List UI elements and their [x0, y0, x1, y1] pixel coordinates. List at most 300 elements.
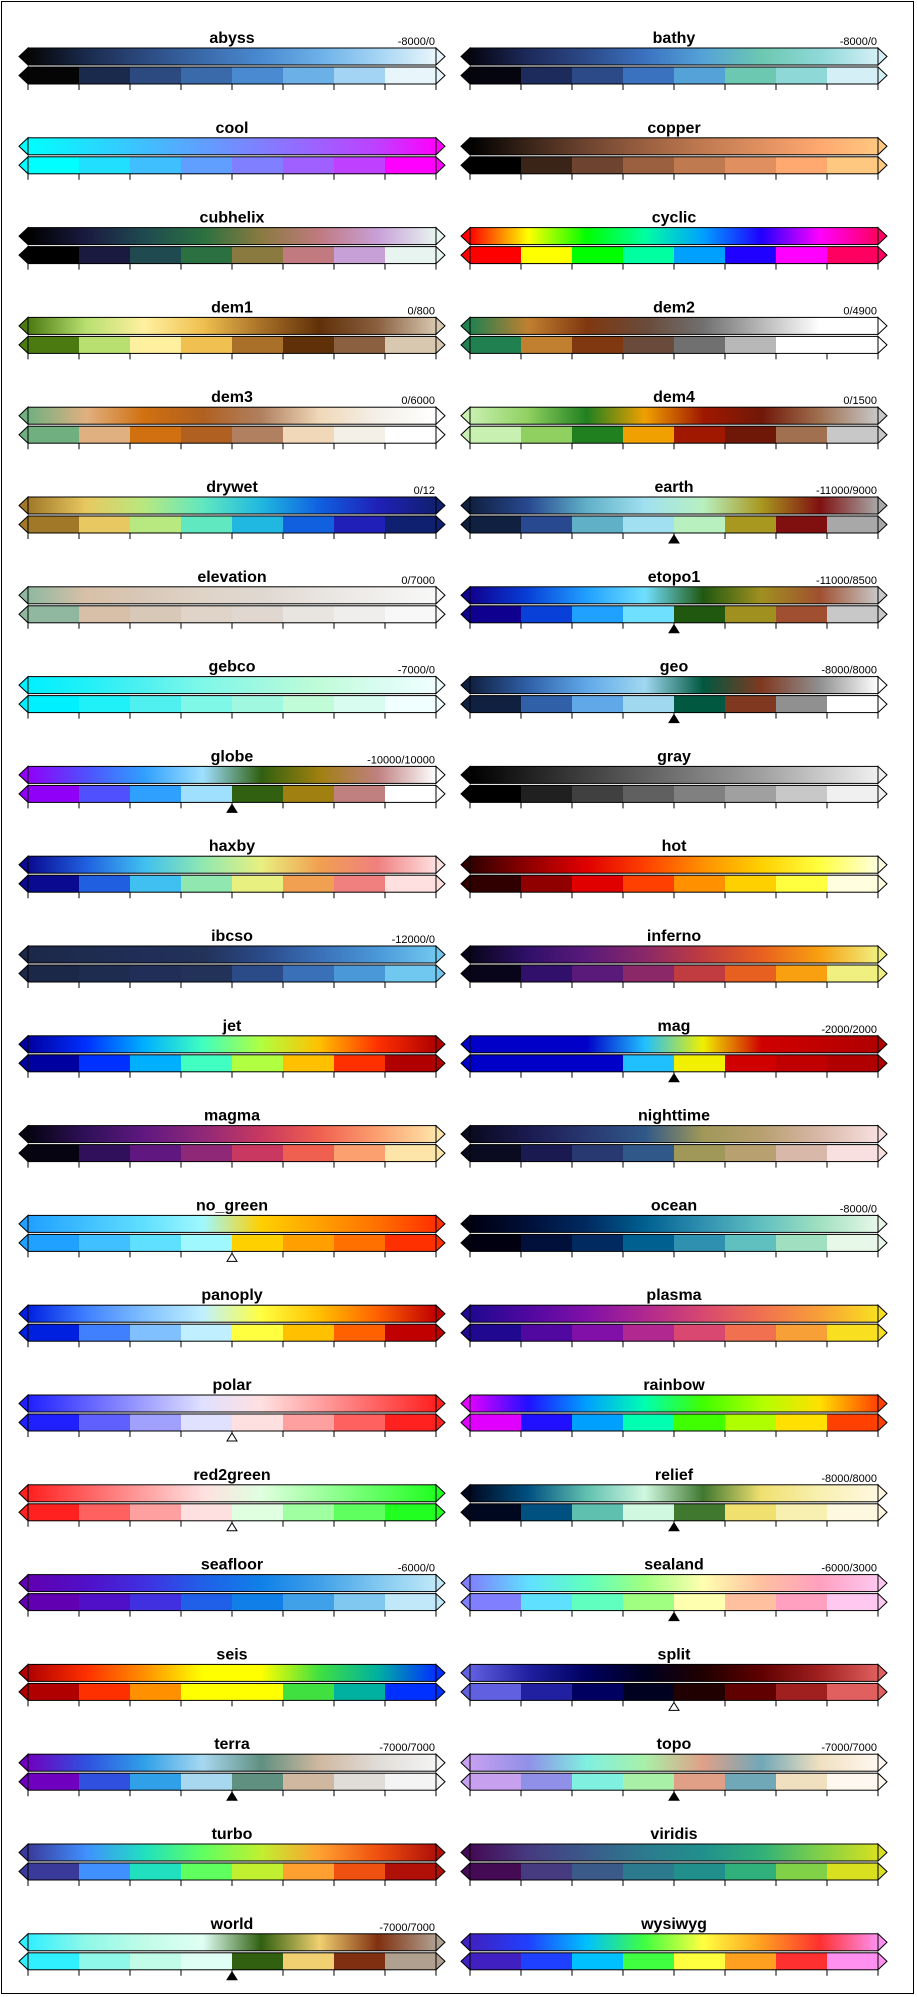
discrete-swatch [623, 1504, 675, 1521]
discrete-swatch [521, 1504, 573, 1521]
palette-range: -6000/0 [397, 1562, 435, 1575]
palette-elevation [19, 569, 445, 629]
discrete-lower-triangle [19, 1773, 28, 1790]
continuous-upper-triangle [436, 1575, 445, 1592]
palette-range: -8000/0 [397, 36, 435, 48]
continuous-lower-triangle [461, 1664, 470, 1681]
palette-red2green [19, 1467, 445, 1531]
continuous-lower-triangle [19, 766, 28, 783]
discrete-swatch [572, 1683, 624, 1700]
discrete-lower-triangle [461, 1145, 470, 1162]
discrete-swatch [470, 247, 522, 264]
discrete-swatch [28, 1594, 80, 1611]
discrete-swatch [181, 1504, 233, 1521]
continuous-bar [28, 1575, 436, 1592]
continuous-bar [470, 946, 878, 963]
continuous-upper-triangle [436, 1664, 445, 1681]
discrete-swatch [283, 965, 335, 982]
discrete-swatch [232, 247, 284, 264]
discrete-swatch [827, 785, 879, 802]
palette-wysiwyg [461, 1916, 887, 1976]
palette-title: gebco [208, 658, 256, 676]
palette-plasma [461, 1287, 887, 1347]
palette-range: 0/800 [407, 305, 435, 318]
discrete-lower-triangle [461, 1055, 470, 1072]
continuous-upper-triangle [878, 138, 887, 155]
hinge-marker [227, 1433, 237, 1441]
palette-title: geo [659, 658, 689, 676]
discrete-swatch [130, 1683, 182, 1700]
discrete-swatch [385, 696, 437, 713]
discrete-swatch [232, 426, 284, 443]
palette-title: dem4 [653, 389, 695, 407]
discrete-swatch [79, 1504, 131, 1521]
palette-title: gray [657, 748, 691, 766]
discrete-lower-triangle [461, 1773, 470, 1790]
continuous-lower-triangle [461, 1844, 470, 1861]
discrete-swatch [79, 1594, 131, 1611]
palette-turbo [19, 1826, 445, 1886]
discrete-swatch [674, 965, 726, 982]
discrete-swatch [470, 1504, 522, 1521]
continuous-upper-triangle [436, 677, 445, 694]
discrete-swatch [623, 875, 675, 892]
hinge-marker [227, 804, 237, 812]
palette-abyss [19, 30, 445, 90]
continuous-upper-triangle [436, 1754, 445, 1771]
discrete-swatch [181, 1773, 233, 1790]
discrete-swatch [385, 1324, 437, 1341]
discrete-swatch [572, 1414, 624, 1431]
continuous-upper-triangle [436, 587, 445, 604]
discrete-swatch [385, 785, 437, 802]
palette-range: -7000/7000 [379, 1742, 435, 1755]
continuous-bar [470, 1844, 878, 1861]
discrete-swatch [385, 875, 437, 892]
discrete-swatch [674, 1683, 726, 1700]
discrete-swatch [181, 875, 233, 892]
palette-title: plasma [646, 1287, 702, 1305]
hinge-marker [227, 1253, 237, 1261]
palette-panoply [19, 1287, 445, 1347]
discrete-swatch [827, 1504, 879, 1521]
discrete-swatch [130, 336, 182, 353]
discrete-lower-triangle [461, 1863, 470, 1880]
continuous-bar [28, 1485, 436, 1502]
discrete-lower-triangle [19, 1683, 28, 1700]
discrete-swatch [130, 875, 182, 892]
palette-title: nighttime [638, 1107, 710, 1125]
palette-range: -7000/0 [397, 664, 435, 677]
discrete-swatch [283, 1953, 335, 1970]
discrete-swatch [232, 785, 284, 802]
discrete-swatch [334, 1145, 386, 1162]
discrete-swatch [28, 1414, 80, 1431]
discrete-swatch [79, 426, 131, 443]
discrete-swatch [521, 426, 573, 443]
palette-title: magma [203, 1107, 261, 1125]
continuous-lower-triangle [461, 1305, 470, 1322]
discrete-lower-triangle [19, 426, 28, 443]
discrete-swatch [776, 516, 828, 533]
continuous-bar [28, 1754, 436, 1771]
palette-jet [19, 1018, 445, 1078]
continuous-lower-triangle [461, 1754, 470, 1771]
palette-ibcso [19, 928, 445, 988]
discrete-swatch [232, 1773, 284, 1790]
discrete-upper-triangle [436, 247, 445, 264]
discrete-swatch [181, 157, 233, 174]
discrete-swatch [572, 1594, 624, 1611]
continuous-upper-triangle [878, 1305, 887, 1322]
discrete-lower-triangle [461, 1953, 470, 1970]
continuous-upper-triangle [878, 1215, 887, 1232]
discrete-lower-triangle [461, 247, 470, 264]
discrete-swatch [521, 875, 573, 892]
discrete-swatch [572, 1145, 624, 1162]
discrete-swatch [28, 67, 80, 84]
continuous-lower-triangle [461, 1934, 470, 1951]
palette-title: copper [647, 119, 701, 137]
palette-split [461, 1646, 887, 1710]
continuous-bar [470, 1395, 878, 1412]
continuous-upper-triangle [878, 1844, 887, 1861]
discrete-swatch [827, 1773, 879, 1790]
discrete-lower-triangle [19, 157, 28, 174]
hinge-marker [669, 535, 679, 543]
palette-title: polar [212, 1377, 252, 1394]
discrete-swatch [827, 875, 879, 892]
continuous-upper-triangle [878, 856, 887, 873]
discrete-swatch [130, 1953, 182, 1970]
discrete-swatch [623, 1594, 675, 1611]
continuous-lower-triangle [19, 1305, 28, 1322]
discrete-swatch [776, 426, 828, 443]
discrete-upper-triangle [878, 1145, 887, 1162]
discrete-swatch [776, 1055, 828, 1072]
palette-hot [461, 838, 887, 898]
palette-range: -8000/8000 [821, 1472, 877, 1485]
palette-title: world [210, 1915, 254, 1933]
discrete-swatch [827, 1414, 879, 1431]
discrete-swatch [572, 1773, 624, 1790]
discrete-swatch [725, 247, 777, 264]
palette-seafloor [19, 1557, 445, 1617]
continuous-lower-triangle [19, 1664, 28, 1681]
palette-mag [461, 1018, 887, 1082]
discrete-lower-triangle [19, 1594, 28, 1611]
discrete-swatch [334, 247, 386, 264]
discrete-lower-triangle [19, 1055, 28, 1072]
discrete-lower-triangle [19, 1234, 28, 1251]
discrete-swatch [674, 1594, 726, 1611]
continuous-lower-triangle [19, 1036, 28, 1053]
continuous-lower-triangle [461, 1575, 470, 1592]
discrete-swatch [79, 1324, 131, 1341]
continuous-lower-triangle [19, 228, 28, 245]
palette-title: drywet [206, 479, 258, 496]
discrete-swatch [521, 247, 573, 264]
discrete-swatch [776, 1773, 828, 1790]
palette-range: -7000/7000 [821, 1742, 877, 1755]
palette-title: cool [215, 119, 249, 137]
discrete-swatch [79, 1234, 131, 1251]
discrete-swatch [28, 516, 80, 533]
discrete-upper-triangle [878, 875, 887, 892]
discrete-swatch [130, 1594, 182, 1611]
discrete-swatch [623, 157, 675, 174]
discrete-swatch [827, 1863, 879, 1880]
palette-cyclic [461, 210, 887, 270]
discrete-swatch [776, 1683, 828, 1700]
continuous-lower-triangle [461, 1395, 470, 1412]
discrete-swatch [28, 1234, 80, 1251]
discrete-swatch [283, 1594, 335, 1611]
continuous-bar [470, 317, 878, 334]
discrete-swatch [79, 157, 131, 174]
discrete-swatch [470, 1414, 522, 1431]
discrete-swatch [470, 516, 522, 533]
discrete-swatch [385, 426, 437, 443]
discrete-swatch [232, 1055, 284, 1072]
palette-etopo1 [461, 569, 887, 633]
discrete-swatch [725, 606, 777, 623]
discrete-swatch [334, 516, 386, 533]
discrete-swatch [674, 1055, 726, 1072]
discrete-swatch [470, 785, 522, 802]
continuous-upper-triangle [436, 766, 445, 783]
discrete-swatch [470, 157, 522, 174]
hinge-marker [669, 1523, 679, 1531]
discrete-swatch [521, 1683, 573, 1700]
discrete-swatch [181, 1055, 233, 1072]
continuous-bar [28, 1844, 436, 1861]
continuous-bar [470, 1934, 878, 1951]
discrete-swatch [28, 336, 80, 353]
discrete-swatch [385, 1504, 437, 1521]
continuous-bar [470, 228, 878, 245]
discrete-swatch [725, 1324, 777, 1341]
discrete-swatch [232, 1953, 284, 1970]
discrete-swatch [283, 336, 335, 353]
discrete-swatch [776, 157, 828, 174]
discrete-swatch [470, 1324, 522, 1341]
continuous-bar [470, 1754, 878, 1771]
discrete-swatch [232, 1683, 284, 1700]
palette-range: -6000/3000 [821, 1562, 877, 1575]
discrete-swatch [130, 426, 182, 443]
discrete-lower-triangle [461, 965, 470, 982]
discrete-upper-triangle [436, 696, 445, 713]
palette-globe [19, 748, 445, 812]
discrete-swatch [674, 426, 726, 443]
continuous-upper-triangle [878, 1575, 887, 1592]
discrete-swatch [28, 1504, 80, 1521]
discrete-swatch [674, 696, 726, 713]
discrete-lower-triangle [461, 606, 470, 623]
discrete-upper-triangle [436, 1953, 445, 1970]
discrete-swatch [725, 336, 777, 353]
palette-gray [461, 748, 887, 808]
palette-range: -7000/7000 [379, 1921, 435, 1934]
discrete-swatch [28, 1863, 80, 1880]
discrete-swatch [79, 1683, 131, 1700]
palette-range: 0/4900 [843, 305, 877, 318]
discrete-lower-triangle [19, 67, 28, 84]
discrete-swatch [827, 606, 879, 623]
discrete-swatch [521, 1953, 573, 1970]
discrete-swatch [385, 1234, 437, 1251]
discrete-swatch [334, 606, 386, 623]
discrete-swatch [674, 1145, 726, 1162]
palette-copper [461, 120, 887, 180]
discrete-swatch [130, 696, 182, 713]
continuous-upper-triangle [436, 317, 445, 334]
discrete-swatch [827, 1324, 879, 1341]
continuous-bar [470, 1305, 878, 1322]
discrete-swatch [79, 1145, 131, 1162]
discrete-swatch [674, 1953, 726, 1970]
palette-title: haxby [208, 838, 256, 856]
discrete-swatch [776, 606, 828, 623]
discrete-swatch [334, 426, 386, 443]
continuous-upper-triangle [436, 1395, 445, 1412]
discrete-swatch [521, 516, 573, 533]
discrete-swatch [674, 1863, 726, 1880]
discrete-swatch [725, 1145, 777, 1162]
palette-title: dem3 [211, 389, 253, 407]
discrete-swatch [674, 875, 726, 892]
discrete-swatch [334, 67, 386, 84]
palette-range: -10000/10000 [367, 754, 435, 767]
palette-cool [19, 120, 445, 180]
continuous-bar [28, 317, 436, 334]
continuous-upper-triangle [878, 1664, 887, 1681]
discrete-swatch [385, 1953, 437, 1970]
discrete-swatch [130, 1414, 182, 1431]
discrete-swatch [232, 516, 284, 533]
discrete-swatch [827, 516, 879, 533]
continuous-bar [28, 1934, 436, 1951]
discrete-swatch [385, 1863, 437, 1880]
discrete-swatch [283, 1145, 335, 1162]
discrete-swatch [521, 1234, 573, 1251]
discrete-swatch [28, 1145, 80, 1162]
continuous-lower-triangle [461, 228, 470, 245]
discrete-swatch [283, 785, 335, 802]
discrete-upper-triangle [878, 426, 887, 443]
discrete-swatch [28, 606, 80, 623]
discrete-swatch [232, 1863, 284, 1880]
palette-title: ocean [650, 1197, 698, 1215]
palette-range: -8000/0 [839, 36, 877, 48]
discrete-lower-triangle [461, 426, 470, 443]
discrete-swatch [521, 67, 573, 84]
discrete-swatch [776, 247, 828, 264]
discrete-swatch [725, 1594, 777, 1611]
palette-terra [19, 1736, 445, 1800]
continuous-upper-triangle [436, 1485, 445, 1502]
discrete-swatch [130, 1863, 182, 1880]
palette-sealand [461, 1557, 887, 1621]
palette-title: red2green [193, 1466, 271, 1484]
discrete-swatch [283, 1055, 335, 1072]
continuous-upper-triangle [878, 1126, 887, 1143]
continuous-lower-triangle [19, 497, 28, 514]
palette-title: globe [210, 748, 254, 766]
palette-cubhelix [19, 210, 445, 270]
discrete-lower-triangle [19, 696, 28, 713]
discrete-swatch [470, 1683, 522, 1700]
discrete-swatch [79, 696, 131, 713]
continuous-upper-triangle [436, 228, 445, 245]
discrete-swatch [623, 965, 675, 982]
discrete-swatch [674, 1234, 726, 1251]
palette-nighttime [461, 1108, 887, 1168]
discrete-swatch [283, 1683, 335, 1700]
discrete-lower-triangle [19, 1324, 28, 1341]
continuous-bar [28, 138, 436, 155]
discrete-swatch [521, 606, 573, 623]
discrete-swatch [334, 696, 386, 713]
discrete-swatch [181, 67, 233, 84]
discrete-lower-triangle [19, 785, 28, 802]
discrete-lower-triangle [19, 606, 28, 623]
continuous-upper-triangle [878, 317, 887, 334]
discrete-swatch [572, 965, 624, 982]
discrete-swatch [334, 336, 386, 353]
continuous-bar [28, 1664, 436, 1681]
palette-world [19, 1916, 445, 1980]
discrete-swatch [28, 1773, 80, 1790]
continuous-bar [470, 1126, 878, 1143]
palette-title: ibcso [211, 928, 253, 945]
continuous-bar [470, 1036, 878, 1053]
discrete-swatch [470, 606, 522, 623]
discrete-swatch [79, 516, 131, 533]
discrete-swatch [283, 1234, 335, 1251]
discrete-upper-triangle [436, 67, 445, 84]
discrete-swatch [283, 1504, 335, 1521]
continuous-lower-triangle [461, 677, 470, 694]
discrete-swatch [725, 1683, 777, 1700]
discrete-swatch [385, 157, 437, 174]
palette-title: no_green [195, 1197, 269, 1215]
continuous-lower-triangle [19, 1485, 28, 1502]
discrete-swatch [283, 1773, 335, 1790]
continuous-lower-triangle [461, 1215, 470, 1232]
discrete-swatch [827, 157, 879, 174]
discrete-swatch [181, 696, 233, 713]
continuous-lower-triangle [461, 317, 470, 334]
palette-no_green [19, 1197, 445, 1261]
discrete-lower-triangle [19, 516, 28, 533]
hinge-marker [669, 1792, 679, 1800]
discrete-upper-triangle [878, 1324, 887, 1341]
discrete-swatch [674, 1504, 726, 1521]
palette-range: 0/7000 [401, 574, 435, 587]
discrete-swatch [334, 1504, 386, 1521]
discrete-upper-triangle [436, 606, 445, 623]
discrete-swatch [181, 247, 233, 264]
discrete-swatch [334, 1234, 386, 1251]
discrete-swatch [521, 785, 573, 802]
discrete-lower-triangle [461, 875, 470, 892]
continuous-bar [28, 228, 436, 245]
discrete-upper-triangle [436, 157, 445, 174]
discrete-upper-triangle [436, 1145, 445, 1162]
continuous-upper-triangle [878, 48, 887, 65]
